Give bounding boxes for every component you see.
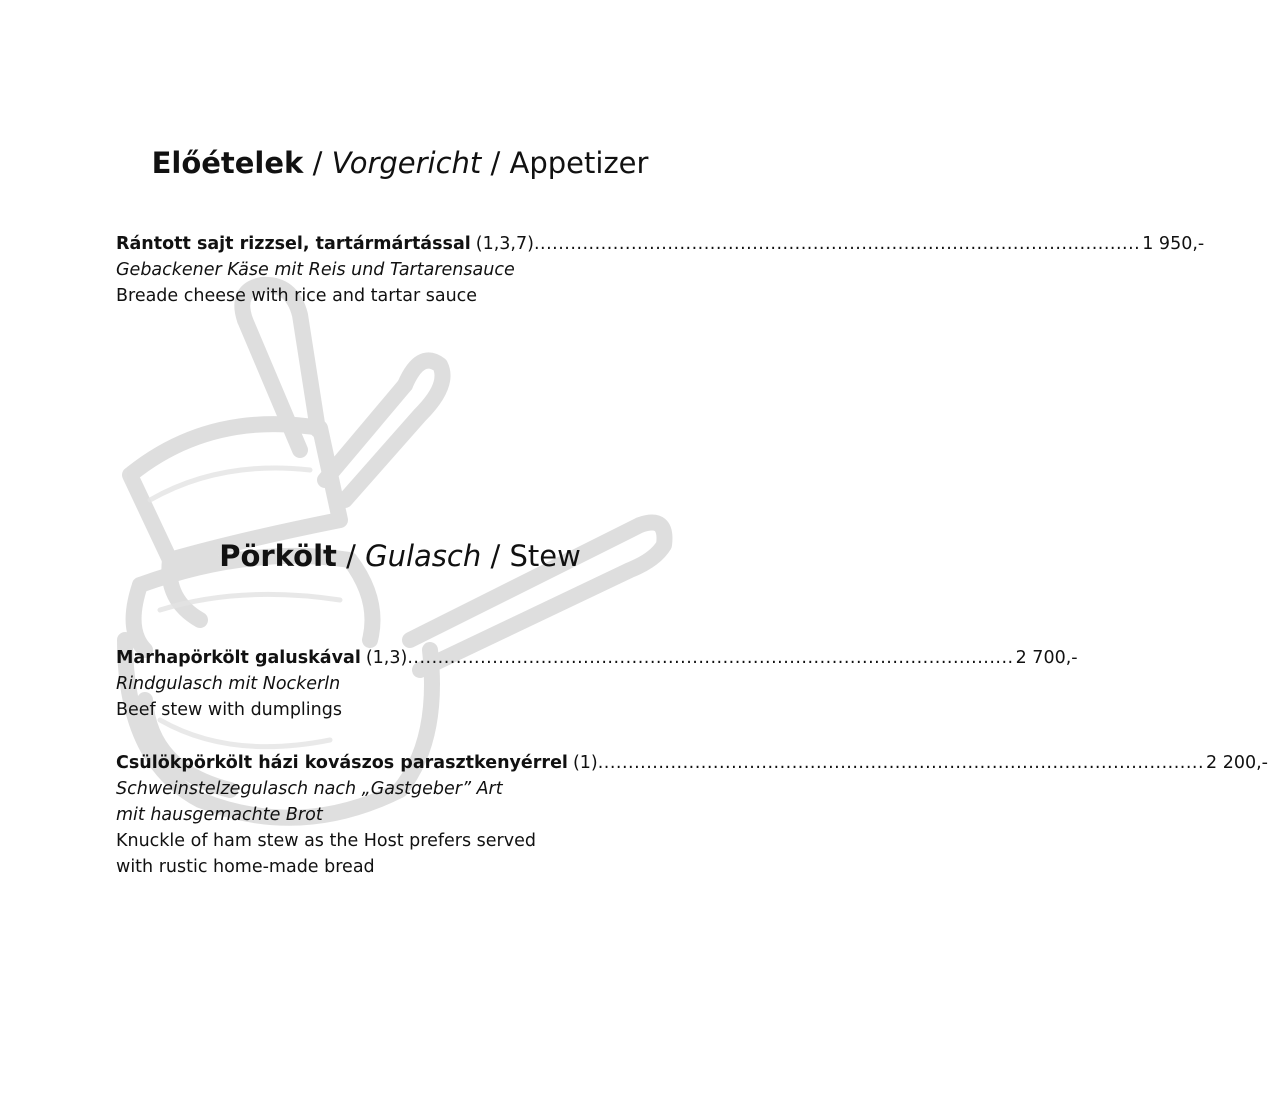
section-title-stew [0, 539, 800, 573]
title-separator: / [490, 539, 501, 573]
menu-item-en: Knuckle of ham stew as the Host prefers served [116, 831, 536, 851]
menu-item [116, 750, 1268, 880]
menu-item-allergens: (1,3,7) [475, 234, 534, 254]
menu-item-allergens: (1) [572, 753, 598, 773]
menu-item-en: with rustic home-made bread [116, 857, 375, 877]
menu-item-name: Rántott sajt rizzsel, tartármártással [116, 234, 471, 254]
menu-item [116, 231, 1205, 309]
title-separator: / [312, 146, 323, 180]
section-title-hu: Előételek [151, 146, 304, 180]
menu-item-price: 2 200,- [1206, 753, 1268, 773]
section-title-en: Stew [509, 539, 581, 573]
dot-leader: .................................................................................................... [597, 753, 1205, 773]
menu-item-en: Breade cheese with rice and tartar sauce [116, 286, 478, 306]
section-title-de: Gulasch [365, 539, 482, 573]
menu-item-de: Schweinstelzegulasch nach „Gastgeber” Art [116, 779, 503, 799]
menu-item-de: Rindgulasch mit Nockerln [116, 674, 341, 694]
menu-item-hu-line [116, 231, 1205, 257]
section-title-hu: Pörkölt [219, 539, 337, 573]
menu-item-price: 2 700,- [1015, 648, 1078, 668]
menu-item-name: Marhapörkölt galuskával [116, 648, 361, 668]
menu-item-de: Gebackener Käse mit Reis und Tartarensauce [116, 260, 515, 280]
dot-leader: .................................................................................................... [407, 648, 1014, 668]
menu-item-name: Csülökpörkölt házi kovászos parasztkenyérrel [116, 753, 568, 773]
section-title-de: Vorgericht [331, 146, 482, 180]
menu-item-de: mit hausgemachte Brot [116, 805, 323, 825]
menu-item-allergens: (1,3) [365, 648, 408, 668]
dot-leader: .................................................................................................... [533, 234, 1141, 254]
menu-item-hu-line [116, 750, 1268, 776]
menu-item-price: 1 950,- [1142, 234, 1205, 254]
menu-item-en: Beef stew with dumplings [116, 700, 342, 720]
title-separator: / [346, 539, 356, 573]
section-title-en: Appetizer [509, 146, 649, 180]
title-separator: / [490, 146, 501, 180]
section-title-appetizer [0, 146, 800, 180]
menu-item-hu-line [116, 645, 1078, 671]
menu-item [116, 645, 1078, 723]
